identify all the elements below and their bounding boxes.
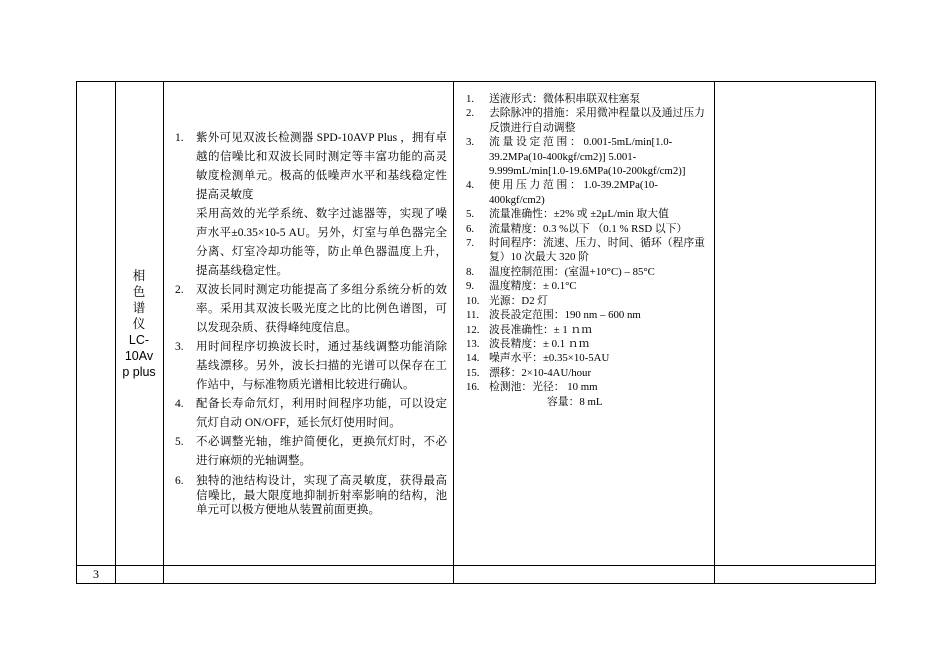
spec-item	[460, 207, 708, 221]
spec-item	[460, 323, 708, 337]
feature-number: 5.	[175, 436, 184, 449]
spec-item	[460, 279, 708, 293]
spec-number: 2.	[466, 107, 475, 120]
specs-list	[454, 92, 714, 409]
product-name-line: 10Av	[124, 348, 154, 363]
spec-text: 波長准确性：± 1 ｎｍ	[489, 323, 593, 336]
spec-item	[460, 236, 708, 265]
feature-text: 用时间程序切换波长时，通过基线调整功能消除基线漂移。另外，波长扫描的光谱可以保存在工作站中，与标准物质光谱相比较进行确认。	[196, 341, 447, 392]
spec-number: 11.	[466, 309, 480, 322]
product-name-line: 相	[132, 268, 146, 283]
spec-item	[460, 308, 708, 322]
spec-number: 6.	[466, 222, 475, 235]
feature-item	[169, 433, 447, 471]
spec-subtext: 容量：8 mL	[547, 395, 603, 408]
spec-item	[460, 178, 708, 207]
spec-text: 温度控制范围：(室温+10°C) – 85°C	[489, 265, 655, 278]
feature-item	[169, 474, 447, 518]
feature-text: 不必调整光轴，维护简便化，更换氘灯时，不必进行麻烦的光轴调整。	[196, 436, 447, 468]
features-list	[163, 129, 453, 518]
spec-text: 时间程序：流速、压力、时间、循环（程序重复）10 次最大 320 阶	[489, 237, 705, 264]
column-border	[875, 81, 876, 583]
column-border	[76, 81, 77, 583]
features-cell	[163, 82, 453, 565]
feature-text: 配备长寿命氘灯，利用时间程序功能，可以设定氘灯自动 ON/OFF，延长氘灯使用时间。	[196, 398, 447, 430]
product-name-line: LC-	[128, 332, 150, 347]
feature-number: 2.	[175, 284, 184, 297]
spec-item	[460, 92, 708, 106]
spec-number: 7.	[466, 237, 475, 250]
spec-item	[460, 366, 708, 380]
spec-number: 3.	[466, 136, 475, 149]
spec-number: 1.	[466, 93, 475, 105]
feature-text: 独特的池结构设计，实现了高灵敏度，获得最高信噪比，最大限度地抑制折射率影响的结构，池单元可以极方便地从装置前面更换。	[196, 475, 447, 517]
spec-number: 14.	[466, 352, 480, 365]
spec-text: 温度精度：± 0.1°C	[489, 280, 577, 293]
spec-number: 16.	[466, 381, 480, 394]
row-divider	[76, 565, 876, 566]
row-number: 3	[93, 567, 99, 581]
spec-number: 8.	[466, 265, 475, 278]
spec-text: 光源：D2 灯	[489, 294, 549, 307]
column-border	[714, 81, 715, 583]
product-name-line: p plus	[122, 364, 156, 379]
spec-number: 5.	[466, 208, 475, 221]
spec-item	[460, 222, 708, 236]
spec-item	[460, 351, 708, 365]
spec-item	[460, 135, 708, 178]
feature-text: 紫外可见双波长检测器 SPD-10AVP Plus ，拥有卓越的信噪比和双波长同时测定等丰富功能的高灵敏度检测单元。极高的低噪声水平和基线稳定性提高灵敏度	[196, 132, 447, 202]
feature-item	[169, 338, 447, 395]
feature-number: 1.	[175, 132, 184, 145]
feature-item	[169, 281, 447, 338]
spec-text: 使 用 压 力 范 围 ： 1.0-39.2MPa(10-400kgf/cm2)	[489, 179, 658, 206]
feature-text: 双波长同时测定功能提高了多组分系统分析的效率。采用其双波长吸光度之比的比例色谱图，可以发现杂质、获得峰纯度信息。	[196, 284, 447, 335]
specs-cell	[454, 92, 714, 562]
spec-text: 噪声水平：±0.35×10-5AU	[489, 352, 610, 365]
spec-number: 10.	[466, 294, 480, 307]
product-name	[117, 268, 161, 380]
feature-number: 4.	[175, 398, 184, 411]
feature-item	[169, 395, 447, 433]
spec-item	[460, 294, 708, 308]
feature-item	[169, 129, 447, 281]
spec-number: 4.	[466, 179, 475, 192]
product-name-line: 色	[132, 284, 146, 299]
feature-number: 3.	[175, 341, 184, 354]
spec-text: 送液形式：微体积串联双柱塞泵	[489, 93, 641, 105]
feature-text-continued: 采用高效的光学系统、数字过滤器等，实现了噪声水平±0.35×10-5 AU。另外，灯室与单色器完全分离、灯室冷却功能等，防止单色器温度上升，提高基线稳定性。	[196, 208, 447, 278]
spec-item	[460, 337, 708, 351]
spec-item	[460, 265, 708, 279]
spec-number: 12.	[466, 323, 480, 336]
product-name-line: 谱	[132, 300, 146, 315]
spec-text: 检测池：光径： 10 mm	[489, 381, 598, 394]
product-name-line: 仪	[132, 316, 146, 331]
spec-number: 15.	[466, 366, 480, 379]
product-name-cell	[115, 82, 163, 565]
spec-text: 流量准确性：±2% 或 ±2μL/min 取大值	[489, 208, 669, 221]
spec-text: 流 量 设 定 范 围 ： 0.001-5mL/min[1.0-39.2MPa(10-400kgf/cm2)] 5.001-9.999mL/min[1.0-19.6MPa(10-200kgf/cm2)]	[489, 136, 686, 178]
spec-number: 13.	[466, 337, 480, 350]
spec-text: 去除脉冲的措施：采用微冲程量以及通过压力反馈进行自动调整	[489, 107, 705, 134]
spec-text: 漂移：2×10-4AU/hour	[489, 366, 592, 379]
spec-number: 9.	[466, 280, 475, 293]
spec-text: 流量精度：0.3 %以下 （0.1 % RSD 以下）	[489, 222, 688, 235]
feature-number: 6.	[175, 475, 184, 488]
spec-text: 波長精度：± 0.1 ｎｍ	[489, 337, 590, 350]
spec-item	[460, 106, 708, 135]
table-bottom-border	[76, 583, 876, 584]
spec-item	[460, 380, 708, 409]
spec-text: 波長設定范围：190 nm – 600 nm	[489, 309, 641, 322]
